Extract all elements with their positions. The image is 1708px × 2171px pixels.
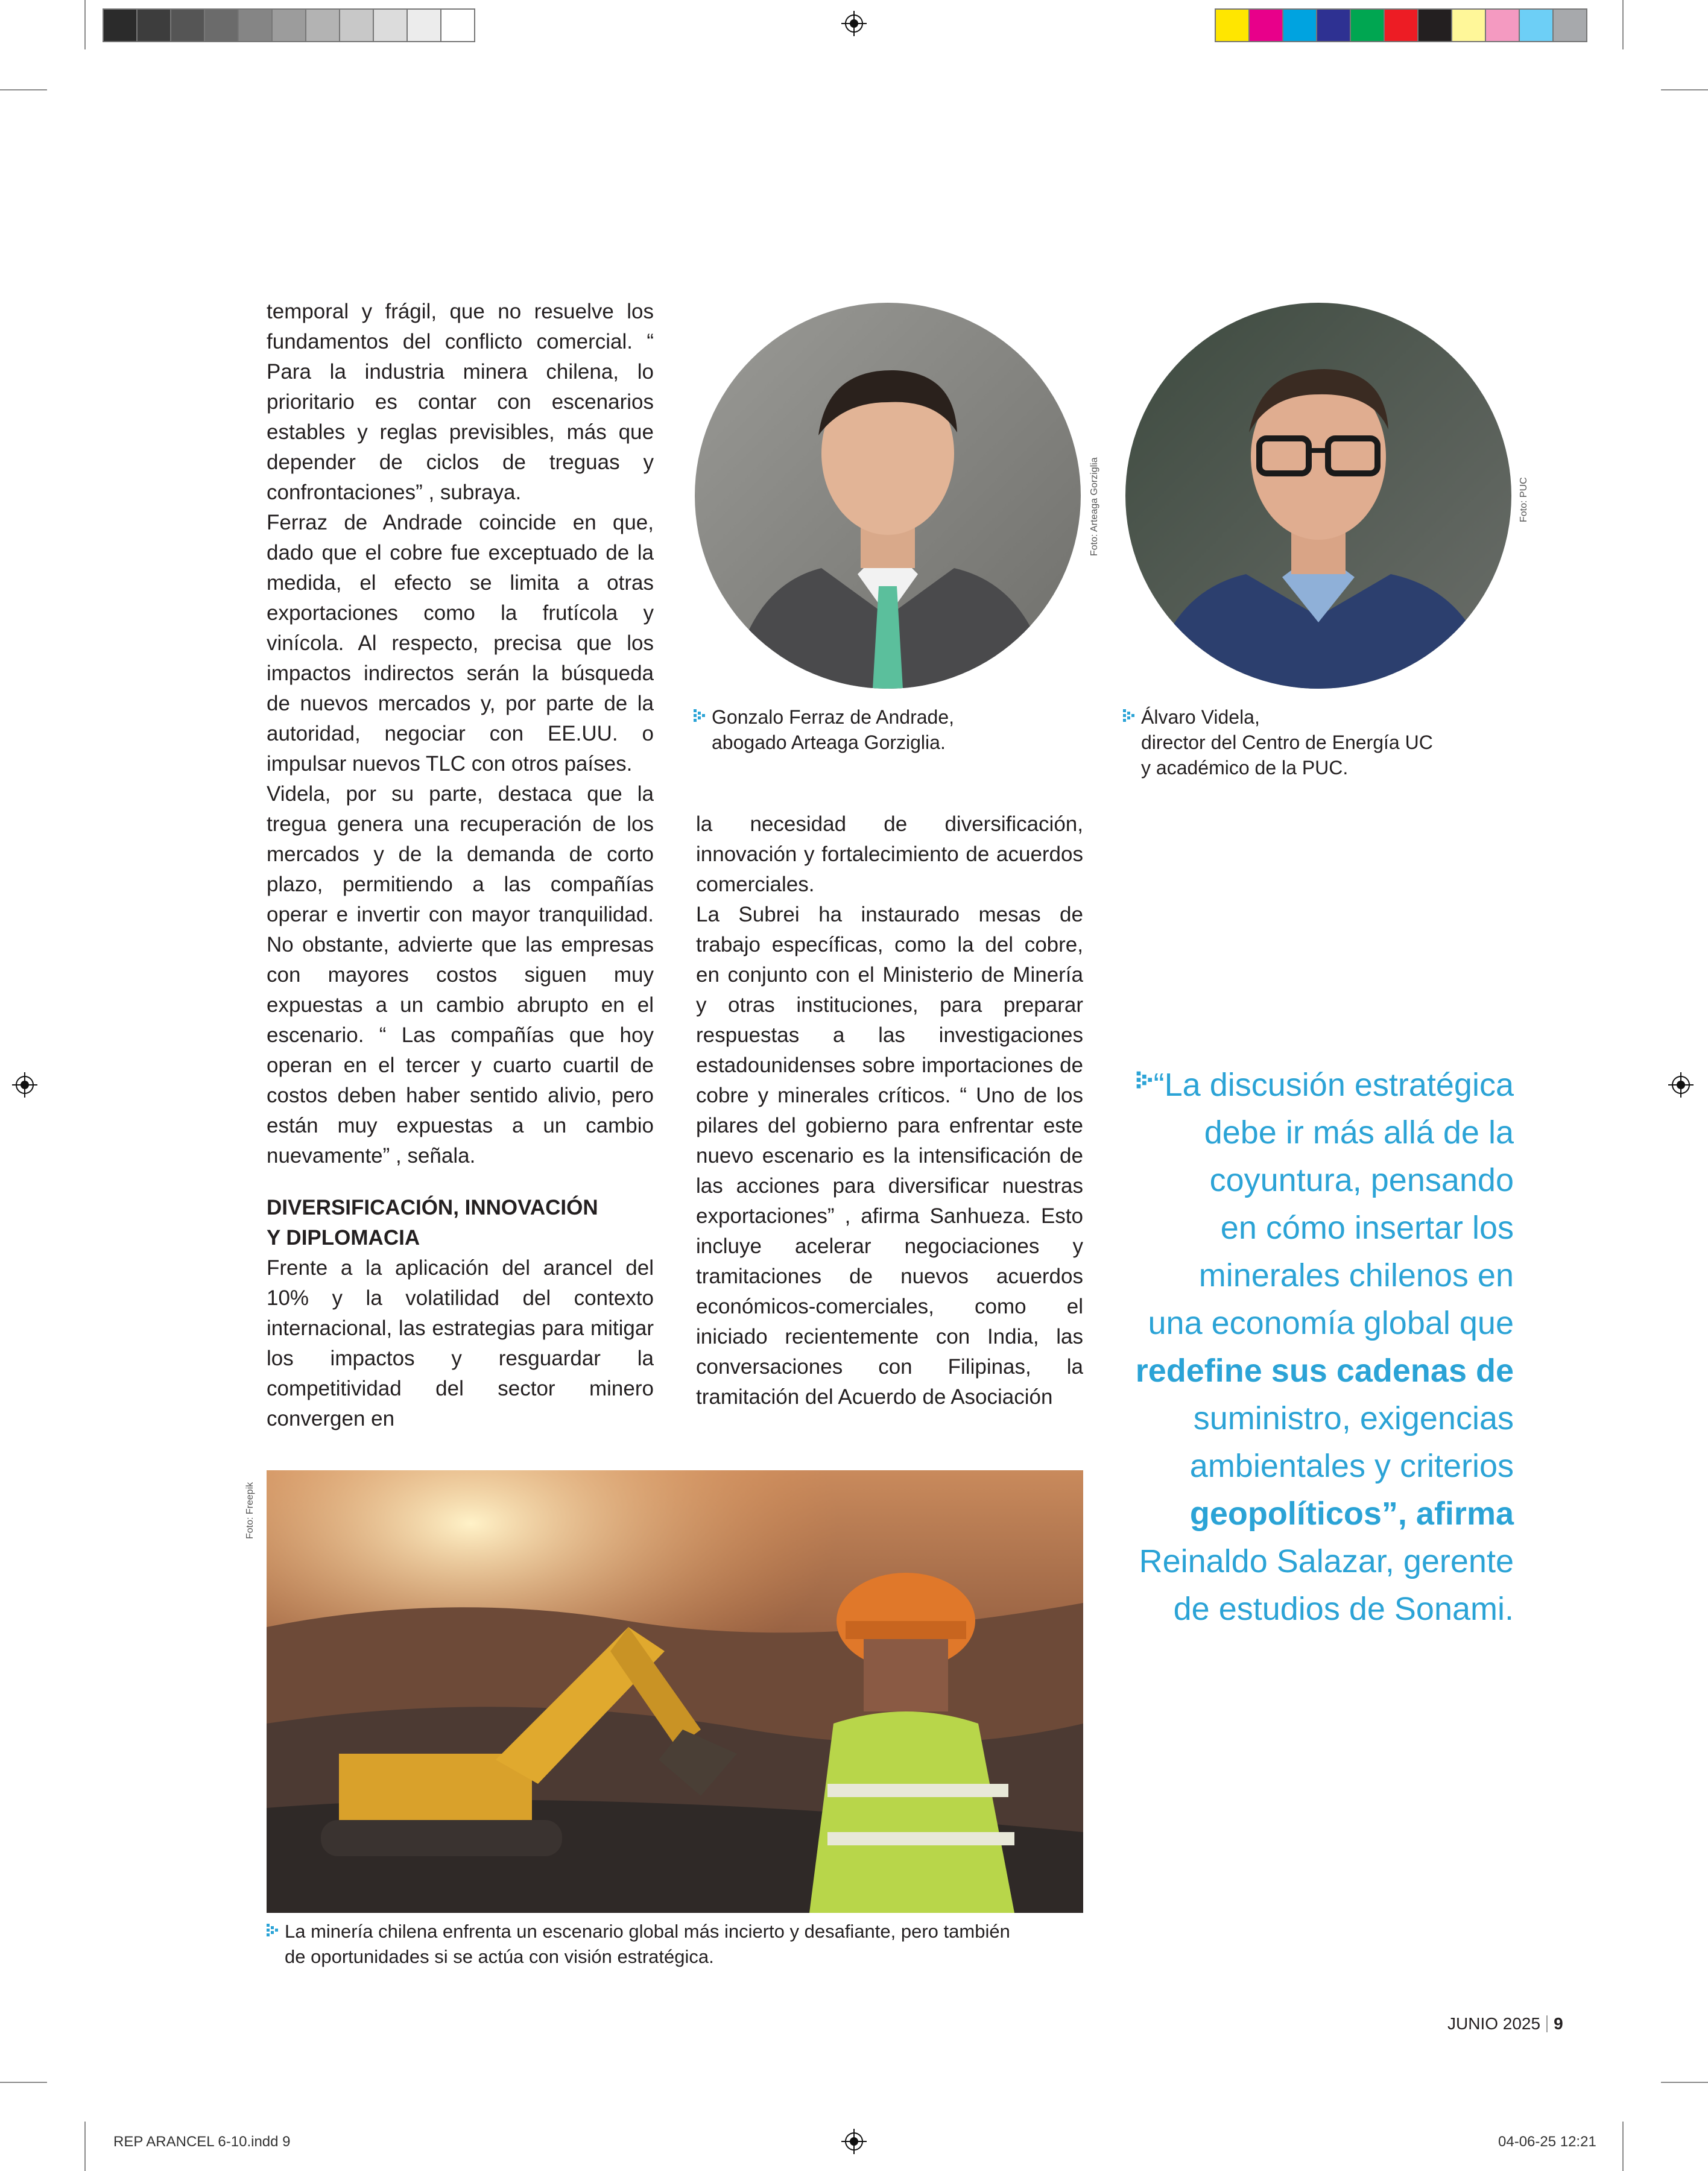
issue-date: JUNIO 2025 — [1447, 2014, 1541, 2033]
portrait-caption: Álvaro Videla, director del Centro de Energía UC y académico de la PUC. — [1123, 704, 1461, 780]
crop-mark — [0, 89, 47, 90]
color-swatch — [406, 8, 441, 42]
crop-mark — [1661, 2082, 1708, 2083]
crop-mark — [1622, 0, 1624, 49]
color-swatch — [1451, 8, 1486, 42]
color-swatch — [1282, 8, 1317, 42]
color-swatch — [440, 8, 475, 42]
date-slug: 04-06-25 12:21 — [1498, 2134, 1596, 2150]
article-column-1 — [267, 297, 654, 1434]
paragraph: Ferraz de Andrade coincide en que, dado que el cobre fue exceptuado de la medida, el efecto se limita a otras exportaciones como la frutícola y vinícola. Al respecto, precisa que los impactos indirectos serán la búsqueda de nuevos mercados y, por parte de la autoridad, negociar con EE.UU. o impulsar nuevos TLC con otros países. — [267, 511, 654, 776]
folio — [1447, 2014, 1563, 2034]
grayscale-color-bar — [103, 8, 474, 42]
registration-mark-icon — [12, 1072, 37, 1098]
paragraph: la necesidad de diversificación, innovación y fortalecimiento de acuerdos comerciales. — [696, 812, 1083, 896]
color-swatch — [204, 8, 239, 42]
article-column-2 — [696, 809, 1083, 1412]
folio-divider — [1546, 2015, 1548, 2032]
color-swatch — [305, 8, 340, 42]
file-slug: REP ARANCEL 6-10.indd 9 — [113, 2134, 291, 2150]
mining-photo — [267, 1470, 1083, 1913]
color-swatch — [103, 8, 138, 42]
registration-mark-icon — [841, 11, 867, 36]
process-color-bar — [1215, 8, 1586, 42]
color-swatch — [1552, 8, 1587, 42]
paragraph: La Subrei ha instaurado mesas de trabajo específicas, como la del cobre, en conjunto con el Ministerio de Minería y otras instituciones, para preparar respuestas a las investigaciones estadounidenses sobre importaciones de cobre y minerales críticos. “ Uno de los pilares del gobierno para enfrentar este nuevo escenario es la intensificación de las acciones para diversificar nuestras exportaciones” , afirma Sanhueza. Esto incluye acelerar negociaciones y tramitaciones de nuevos acuerdos económicos-comerciales, como el iniciado recientemente con India, las conversaciones con Filipinas, la tramitación del Acuerdo de Asociación — [696, 903, 1083, 1409]
color-swatch — [1485, 8, 1520, 42]
color-swatch — [1316, 8, 1351, 42]
photo-credit: Foto: Freepik — [245, 1482, 255, 1539]
crop-mark — [1661, 89, 1708, 90]
portrait-gonzalo-ferraz — [695, 303, 1081, 689]
color-swatch — [136, 8, 171, 42]
pull-quote: “La discusión estratégica debe ir más allá de la coyuntura, pensando en cómo insertar los minerales chilenos en una economía global que redefine sus cadenas de suministro, exigencias ambientales y criterios geopolíticos”, afirma Reinaldo Salazar, gerente de estudios de Sonami. — [1135, 1067, 1514, 1627]
paragraph: Frente a la aplicación del arancel del 10% y la volatilidad del contexto internacional, las estrategias para mitigar los impactos y resguardar la competitividad del sector minero convergen en — [267, 1256, 654, 1430]
color-swatch — [170, 8, 205, 42]
paragraph: temporal y frágil, que no resuelve los fundamentos del conflicto comercial. “ Para la industria minera chilena, lo prioritario es contar con escenarios estables y reglas previsibles, más que depender de ciclos de treguas y confrontaciones” , subraya. — [267, 300, 654, 504]
photo-credit: Foto: Arteaga Gorziglia — [1089, 457, 1099, 556]
registration-mark-icon — [1668, 1072, 1694, 1098]
crop-mark — [84, 2122, 86, 2171]
color-swatch — [1350, 8, 1385, 42]
caption-bullet-icon — [1123, 708, 1139, 726]
caption-bullet-icon — [694, 708, 709, 726]
color-swatch — [271, 8, 306, 42]
portrait-caption: Gonzalo Ferraz de Andrade, abogado Arteaga Gorziglia. — [694, 704, 1031, 755]
crop-mark — [0, 2082, 47, 2083]
section-heading: DIVERSIFICACIÓN, INNOVACIÓN Y DIPLOMACIA — [267, 1196, 598, 1250]
color-swatch — [1215, 8, 1250, 42]
photo-credit: Foto: PUC — [1519, 477, 1529, 522]
color-swatch — [1519, 8, 1554, 42]
color-swatch — [1248, 8, 1283, 42]
color-swatch — [373, 8, 408, 42]
color-swatch — [238, 8, 273, 42]
portrait-alvaro-videla — [1125, 303, 1511, 689]
crop-mark — [84, 0, 86, 49]
color-swatch — [1384, 8, 1419, 42]
page-number: 9 — [1554, 2014, 1563, 2033]
photo-caption: La minería chilena enfrenta un escenario global más incierto y desafiante, pero también de oportunidades si se actúa con visión estratégica. — [267, 1919, 1087, 1970]
color-swatch — [339, 8, 374, 42]
registration-mark-icon — [841, 2129, 867, 2154]
caption-bullet-icon — [267, 1923, 282, 1941]
paragraph: Videla, por su parte, destaca que la tregua genera una recuperación de los mercados y de la demanda de corto plazo, permitiendo a las compañías operar e invertir con mayor tranquilidad. No obstante, advierte que las empresas con mayores costos siguen muy expuestas a un cambio abrupto en el escenario. “ Las compañías que hoy operan en el tercer y cuarto cuartil de costos deben haber sentido alivio, pero están muy expuestas a un cambio nuevamente” , señala. — [267, 782, 654, 1168]
color-swatch — [1417, 8, 1452, 42]
crop-mark — [1622, 2122, 1624, 2171]
